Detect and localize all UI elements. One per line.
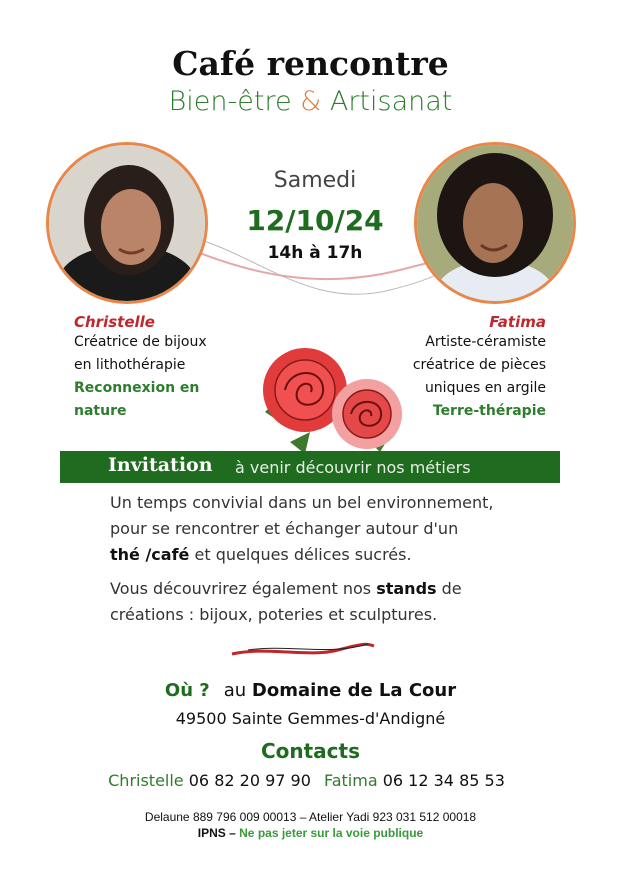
intro-line-1: Un temps convivial dans un bel environnement,: [110, 493, 494, 512]
contact-phone-fatima[interactable]: 06 12 34 85 53: [382, 771, 505, 790]
location-prefix: au: [223, 680, 252, 701]
contacts-title: Contacts: [260, 739, 361, 763]
contact-name-fatima: Fatima: [323, 771, 378, 790]
contacts-line: [0, 771, 621, 790]
christelle-photo: [46, 142, 208, 304]
event-time: 14h à 17h: [267, 243, 363, 263]
fatima-desc-2: créatrice de pièces: [412, 357, 546, 373]
footer-ipns: [0, 826, 621, 840]
subtitle-crafts: Artisanat: [329, 86, 453, 117]
fatima-desc-1: Artiste-céramiste: [425, 334, 546, 350]
fatima-tag: Terre-thérapie: [432, 403, 546, 419]
footer-siret: Delaune 889 796 009 00013 – Atelier Yadi 923 031 512 00018: [144, 810, 477, 824]
event-day: Samedi: [273, 168, 357, 193]
event-date: 12/10/24: [246, 204, 384, 237]
where-question: Où ?: [164, 680, 210, 701]
fatima-name: Fatima: [489, 313, 546, 331]
intro-line-2: pour se rencontrer et échanger autour d'un: [110, 519, 459, 538]
intro-line-3-text: et quelques délices sucrés.: [189, 545, 412, 564]
page-title: Café rencontre: [172, 44, 449, 83]
flourish-divider: [228, 640, 378, 662]
invitation-subtitle: à venir découvrir nos métiers: [235, 458, 471, 477]
fatima-photo: [414, 142, 576, 304]
paragraph-stands: [110, 576, 500, 628]
location-place: Domaine de La Cour: [251, 680, 457, 701]
tea-coffee: thé /café: [110, 545, 190, 564]
christelle-name: Christelle: [74, 313, 155, 331]
invitation-title: Invitation: [108, 454, 213, 476]
christelle-tag-1: Reconnexion en: [74, 380, 200, 396]
christelle-desc-1: Créatrice de bijoux: [74, 334, 207, 350]
contact-phone-christelle[interactable]: 06 82 20 97 90: [188, 771, 311, 790]
roses-illustration: [245, 342, 415, 462]
page-subtitle: [0, 86, 621, 117]
subtitle-wellbeing: Bien-être: [168, 86, 292, 117]
christelle-info: [74, 313, 234, 423]
stands-text-a: Vous découvrirez également nos: [110, 579, 377, 598]
location-line: [0, 680, 621, 701]
stands-text-b: de: [436, 579, 462, 598]
christelle-desc-2: en lithothérapie: [74, 357, 186, 373]
location-address: 49500 Sainte Gemmes-d'Andigné: [175, 709, 446, 728]
stands-line-2: créations : bijoux, poteries et sculptures.: [110, 605, 438, 624]
intro-line-3: [110, 542, 500, 568]
contact-name-christelle: Christelle: [108, 771, 184, 790]
christelle-tag-2: nature: [74, 403, 127, 419]
ipns-label: IPNS –: [197, 826, 240, 840]
stands-line-1: [110, 576, 500, 602]
subtitle-ampersand: &: [300, 86, 322, 117]
fatima-desc-3: uniques en argile: [424, 380, 546, 396]
ipns-notice: Ne pas jeter sur la voie publique: [239, 826, 424, 840]
paragraph-intro: [110, 490, 500, 568]
stands-word: stands: [376, 579, 437, 598]
